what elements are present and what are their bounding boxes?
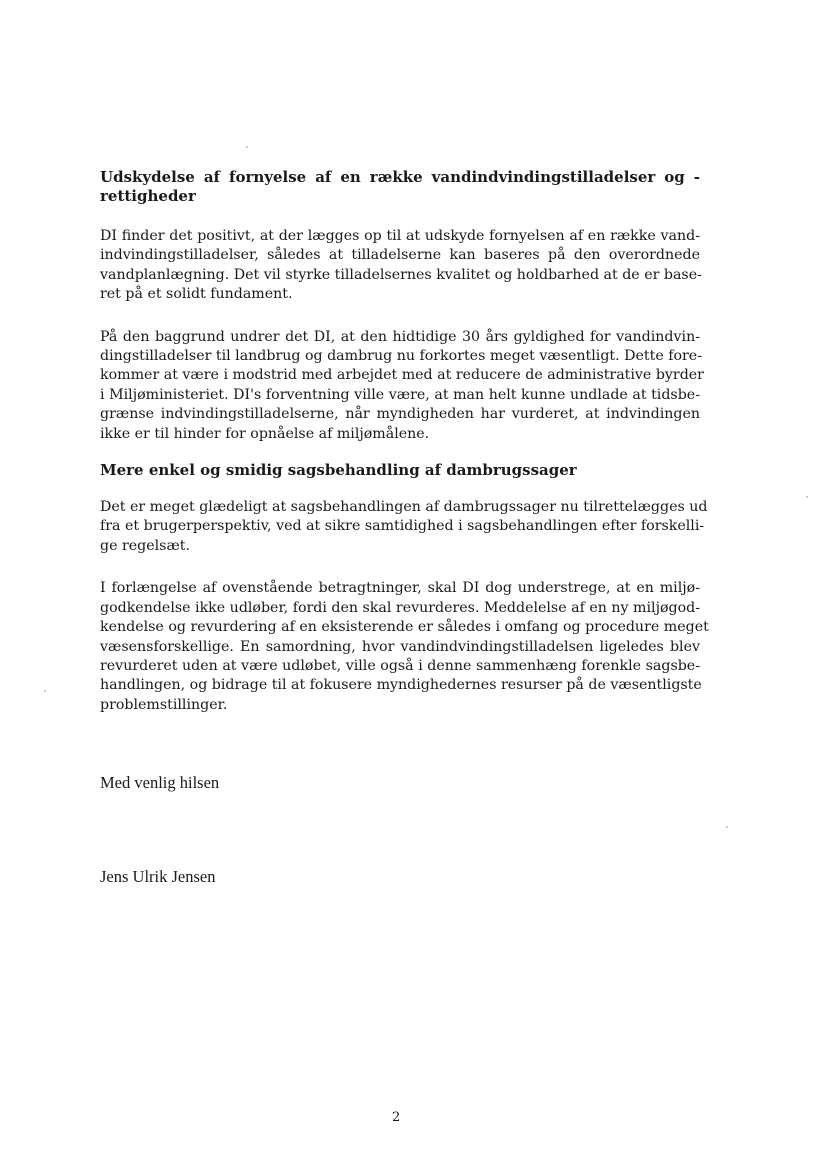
paragraph-line: I forlængelse af ovenstående betragtninger, skal DI dog understrege, at en miljø- — [100, 580, 700, 597]
paragraph-line: Det er meget glædeligt at sagsbehandlingen af dambrugssager nu tilrettelægges ud — [100, 499, 708, 516]
section-heading-renewal — [100, 168, 700, 206]
paragraph-line: væsensforskellige. En samordning, hvor vandindvindingstilladelsen ligeledes blev — [100, 638, 700, 655]
paragraph-line: kendelse og revurdering af en eksisterende er således i omfang og procedure meget — [100, 619, 709, 636]
paragraph-validity-concern — [100, 328, 704, 444]
paragraph-line: DI finder det positivt, at der lægges op til at udskyde fornyelsen af en række vand- — [100, 228, 700, 244]
heading-line: Udskydelse af fornyelse af en række vandindvindingstilladelser og - — [100, 168, 700, 186]
signature-name: Jens Ulrik Jensen — [100, 867, 216, 887]
paragraph-line: ikke er til hinder for opnåelse af miljømålene. — [100, 425, 430, 442]
letter-body — [100, 168, 709, 887]
page-number: 2 — [392, 1110, 401, 1125]
paragraph-environmental-approval — [100, 579, 709, 715]
paragraph-line: revurderet uden at være udløbet, ville også i denne sammenhæng forenkle sagsbe- — [100, 657, 700, 674]
paragraph-line: ret på et solidt fundament. — [100, 286, 293, 303]
heading-line: rettigheder — [100, 187, 196, 205]
scan-speck — [44, 690, 46, 692]
scan-speck — [806, 496, 808, 498]
paragraph-positive-postponement — [100, 227, 700, 305]
paragraph-line: handlingen, og bidrage til at fokusere myndighedernes resurser på de væsentligste — [100, 677, 702, 694]
section-heading-case-handling: Mere enkel og smidig sagsbehandling af dambrugssager — [100, 461, 577, 480]
paragraph-line: kommer at være i modstrid med arbejdet med at reducere de administrative byrder — [100, 367, 704, 384]
closing-phrase: Med venlig hilsen — [100, 773, 220, 793]
paragraph-line: fra et brugerperspektiv, ved at sikre samtidighed i sagsbehandlingen efter forskelli- — [100, 518, 705, 535]
paragraph-line: godkendelse ikke udløber, fordi den skal revurderes. Meddelelse af en ny miljøgod- — [100, 599, 701, 616]
paragraph-line: dingstilladelser til landbrug og dambrug nu forkortes meget væsentligt. Dette fore- — [100, 348, 702, 365]
paragraph-line: indvindingstilladelser, således at tilladelserne kan baseres på den overordnede — [100, 247, 700, 264]
paragraph-line: i Miljøministeriet. DI's forventning ville være, at man helt kunne undlade at tidsbe- — [100, 386, 700, 403]
paragraph-line: ge regelsæt. — [100, 537, 191, 554]
paragraph-user-perspective — [100, 498, 708, 556]
paragraph-line: problemstillinger. — [100, 696, 228, 713]
paragraph-line: vandplanlægning. Det vil styrke tilladelsernes kvalitet og holdbarhed at de er base- — [100, 266, 702, 283]
paragraph-line: På den baggrund undrer det DI, at den hidtidige 30 års gyldighed for vandindvin- — [100, 328, 700, 345]
paragraph-line: grænse indvindingstilladelserne, når myndigheden har vurderet, at indvindingen — [100, 406, 700, 423]
scan-speck — [246, 146, 248, 148]
scan-speck — [726, 826, 728, 828]
